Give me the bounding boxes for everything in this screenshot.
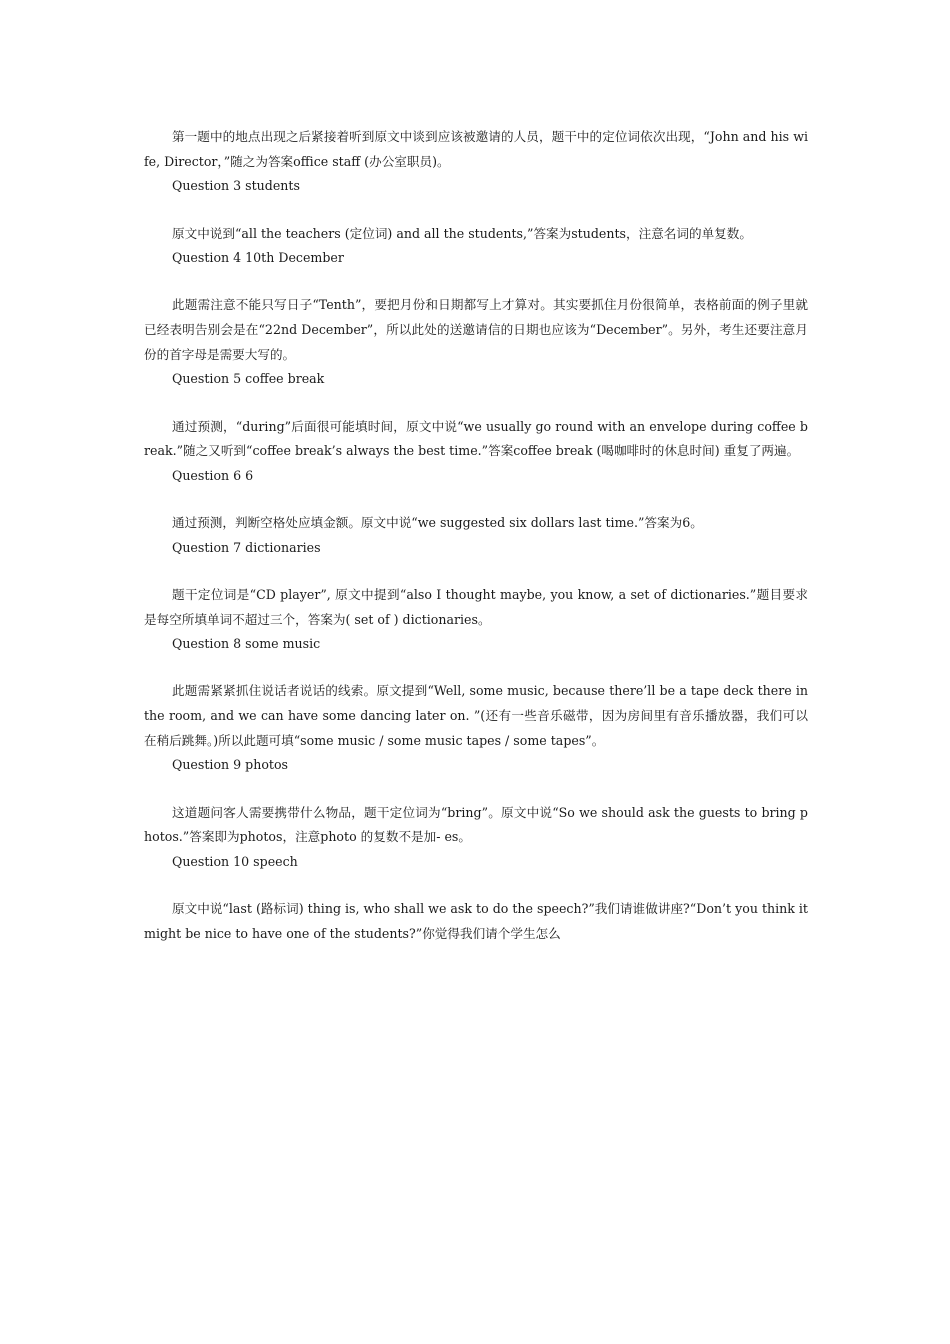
question-10-heading: Question 10 speech [172, 853, 298, 869]
question-8-heading: Question 8 some music [172, 636, 321, 652]
question-3-heading: Question 3 students [172, 178, 300, 194]
paragraph-q3-explanation: 原文中说到“all the teachers (定位词) and all the students,”答案为students，注意名词的单复数。 [172, 225, 752, 241]
document-body [144, 125, 808, 946]
paragraph-q6-explanation: 通过预测，判断空格处应填金额。原文中说“we suggested six dollars last time.”答案为6。 [172, 515, 703, 530]
paragraph-q4-explanation: 此题需注意不能只写日子“Tenth”，要把月份和日期都写上才算对。其实要抓住月份很简单，表格前面的例子里就已经表明告别会是在“22nd December”，所以此处的送邀请信的日期也应该为“December”。另外，考生还要注意月份的首字母是需要大写的。 [144, 297, 808, 362]
paragraph-q8-explanation: 此题需紧紧抓住说话者说话的线索。原文提到“Well, some music, because there’ll be a tape deck there in the room, and we can have some dancing later on. ”(还有一些音乐磁带，因为房间里有音乐播放器，我们可以在稍后跳舞。)所以此题可填“some music / some music tapes / some tapes”。 [144, 683, 808, 748]
question-9-heading: Question 9 photos [172, 757, 289, 773]
question-7-heading: Question 7 dictionaries [172, 539, 321, 555]
question-6-heading: Question 6 6 [172, 467, 254, 483]
paragraph-q10-explanation: 原文中说“last (路标词) thing is, who shall we ask to do the speech?”我们请谁做讲座?“Don’t you think it might be nice to have one of the students?”你觉得我们请个学生怎么 [144, 901, 808, 941]
paragraph-q5-explanation: 通过预测，“during”后面很可能填时间，原文中说“we usually go round with an envelope during coffee break.”随之又听到“coffee break’s always the best time.”答案coffee break (喝咖啡时的休息时间) 重复了两遍。 [144, 418, 808, 459]
question-4-heading: Question 4 10th December [172, 250, 344, 266]
question-5-heading: Question 5 coffee break [172, 371, 325, 387]
paragraph-q9-explanation: 这道题问客人需要携带什么物品，题干定位词为“bring”。原文中说“So we should ask the guests to bring photos.”答案即为photos，注意photo 的复数不是加- es。 [144, 804, 808, 845]
paragraph-q2-explanation: 第一题中的地点出现之后紧接着听到原文中谈到应该被邀请的人员，题干中的定位词依次出现，“John and his wife, Director，”随之为答案office staff (办公室职员)。 [144, 129, 808, 169]
paragraph-q7-explanation: 题干定位词是“CD player”, 原文中提到“also I thought maybe, you know, a set of dictionaries.”题目要求是每空所填单词不超过三个，答案为( set of ) dictionaries。 [144, 586, 808, 627]
